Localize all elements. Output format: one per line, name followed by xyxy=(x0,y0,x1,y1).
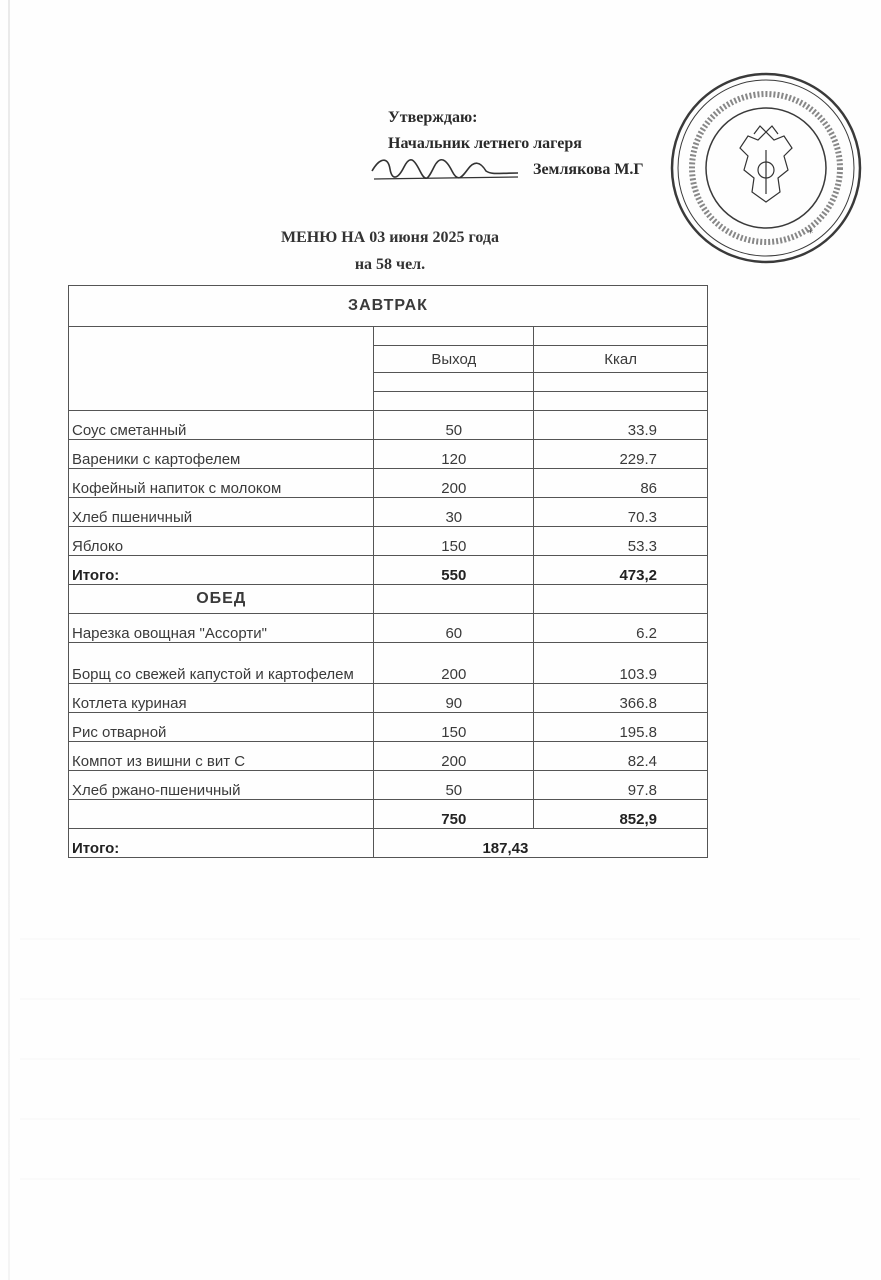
dish-kcal: 229.7 xyxy=(534,440,708,469)
table-row xyxy=(69,684,708,713)
dish-name: Хлеб ржано-пшеничный xyxy=(69,771,374,800)
dish-kcal: 103.9 xyxy=(534,643,708,684)
dish-name: Хлеб пшеничный xyxy=(69,498,374,527)
table-row xyxy=(69,440,708,469)
breakfast-total-row xyxy=(69,556,708,585)
table-row xyxy=(69,713,708,742)
dish-output: 30 xyxy=(374,498,534,527)
breakfast-section-title: ЗАВТРАК xyxy=(69,286,708,327)
table-row xyxy=(69,771,708,800)
dish-kcal: 195.8 xyxy=(534,713,708,742)
blank-cell xyxy=(534,392,708,411)
official-seal-icon xyxy=(668,70,864,266)
dish-kcal: 70.3 xyxy=(534,498,708,527)
dish-name: Вареники с картофелем xyxy=(69,440,374,469)
total-output: 750 xyxy=(374,800,534,829)
dish-output: 200 xyxy=(374,469,534,498)
total-output: 550 xyxy=(374,556,534,585)
table-row xyxy=(69,527,708,556)
blank-cell xyxy=(69,800,374,829)
dish-output: 200 xyxy=(374,742,534,771)
total-kcal: 473,2 xyxy=(534,556,708,585)
dish-kcal: 366.8 xyxy=(534,684,708,713)
cost-total-row xyxy=(69,829,708,858)
approval-heading: Утверждаю: xyxy=(388,109,478,126)
approval-position: Начальник летнего лагеря xyxy=(388,135,582,152)
lunch-section-title: ОБЕД xyxy=(69,585,374,614)
approval-signer-line xyxy=(388,157,688,183)
blank-cell xyxy=(534,585,708,614)
breakfast-header-row xyxy=(69,286,708,327)
lunch-total-row xyxy=(69,800,708,829)
signer-name: Землякова М.Г xyxy=(533,161,644,178)
dish-name: Нарезка овощная "Ассорти" xyxy=(69,614,374,643)
table-row xyxy=(69,411,708,440)
total-kcal: 852,9 xyxy=(534,800,708,829)
people-count: на 58 чел. xyxy=(354,256,426,273)
dish-name: Яблоко xyxy=(69,527,374,556)
dish-kcal: 82.4 xyxy=(534,742,708,771)
blank-cell xyxy=(374,392,534,411)
blank-cell xyxy=(374,373,534,392)
dish-name: Кофейный напиток с молоком xyxy=(69,469,374,498)
lunch-header-row xyxy=(69,585,708,614)
blank-cell xyxy=(534,373,708,392)
dish-kcal: 97.8 xyxy=(534,771,708,800)
dish-output: 50 xyxy=(374,771,534,800)
blank-cell xyxy=(69,327,374,411)
page-edge xyxy=(8,0,10,1280)
svg-text:*: * xyxy=(808,228,813,239)
dish-output: 90 xyxy=(374,684,534,713)
dish-kcal: 6.2 xyxy=(534,614,708,643)
table-row xyxy=(69,643,708,684)
dish-output: 60 xyxy=(374,614,534,643)
table-row xyxy=(69,469,708,498)
table-row xyxy=(69,614,708,643)
signature-icon xyxy=(368,149,528,189)
dish-name: Котлета куриная xyxy=(69,684,374,713)
spacer-row xyxy=(69,327,708,346)
dish-output: 150 xyxy=(374,527,534,556)
blank-cell xyxy=(534,327,708,346)
document-title xyxy=(180,224,600,278)
blank-page-area xyxy=(20,880,860,1180)
column-header-kcal: Ккал xyxy=(534,346,708,373)
dish-output: 50 xyxy=(374,411,534,440)
cost-value: 187,43 xyxy=(374,829,708,858)
dish-name: Рис отварной xyxy=(69,713,374,742)
table-row xyxy=(69,498,708,527)
dish-kcal: 33.9 xyxy=(534,411,708,440)
dish-kcal: 86 xyxy=(534,469,708,498)
blank-cell xyxy=(374,585,534,614)
menu-date-title: МЕНЮ НА 03 июня 2025 года xyxy=(280,229,500,246)
approval-block xyxy=(388,105,688,183)
dish-name: Компот из вишни с вит С xyxy=(69,742,374,771)
table-row xyxy=(69,742,708,771)
dish-output: 200 xyxy=(374,643,534,684)
dish-output: 120 xyxy=(374,440,534,469)
cost-label: Итого: xyxy=(69,829,374,858)
dish-output: 150 xyxy=(374,713,534,742)
column-header-output: Выход xyxy=(374,346,534,373)
total-label: Итого: xyxy=(69,556,374,585)
menu-table xyxy=(68,285,708,858)
dish-name: Борщ со свежей капустой и картофелем xyxy=(69,643,374,684)
blank-cell xyxy=(374,327,534,346)
dish-name: Соус сметанный xyxy=(69,411,374,440)
dish-kcal: 53.3 xyxy=(534,527,708,556)
